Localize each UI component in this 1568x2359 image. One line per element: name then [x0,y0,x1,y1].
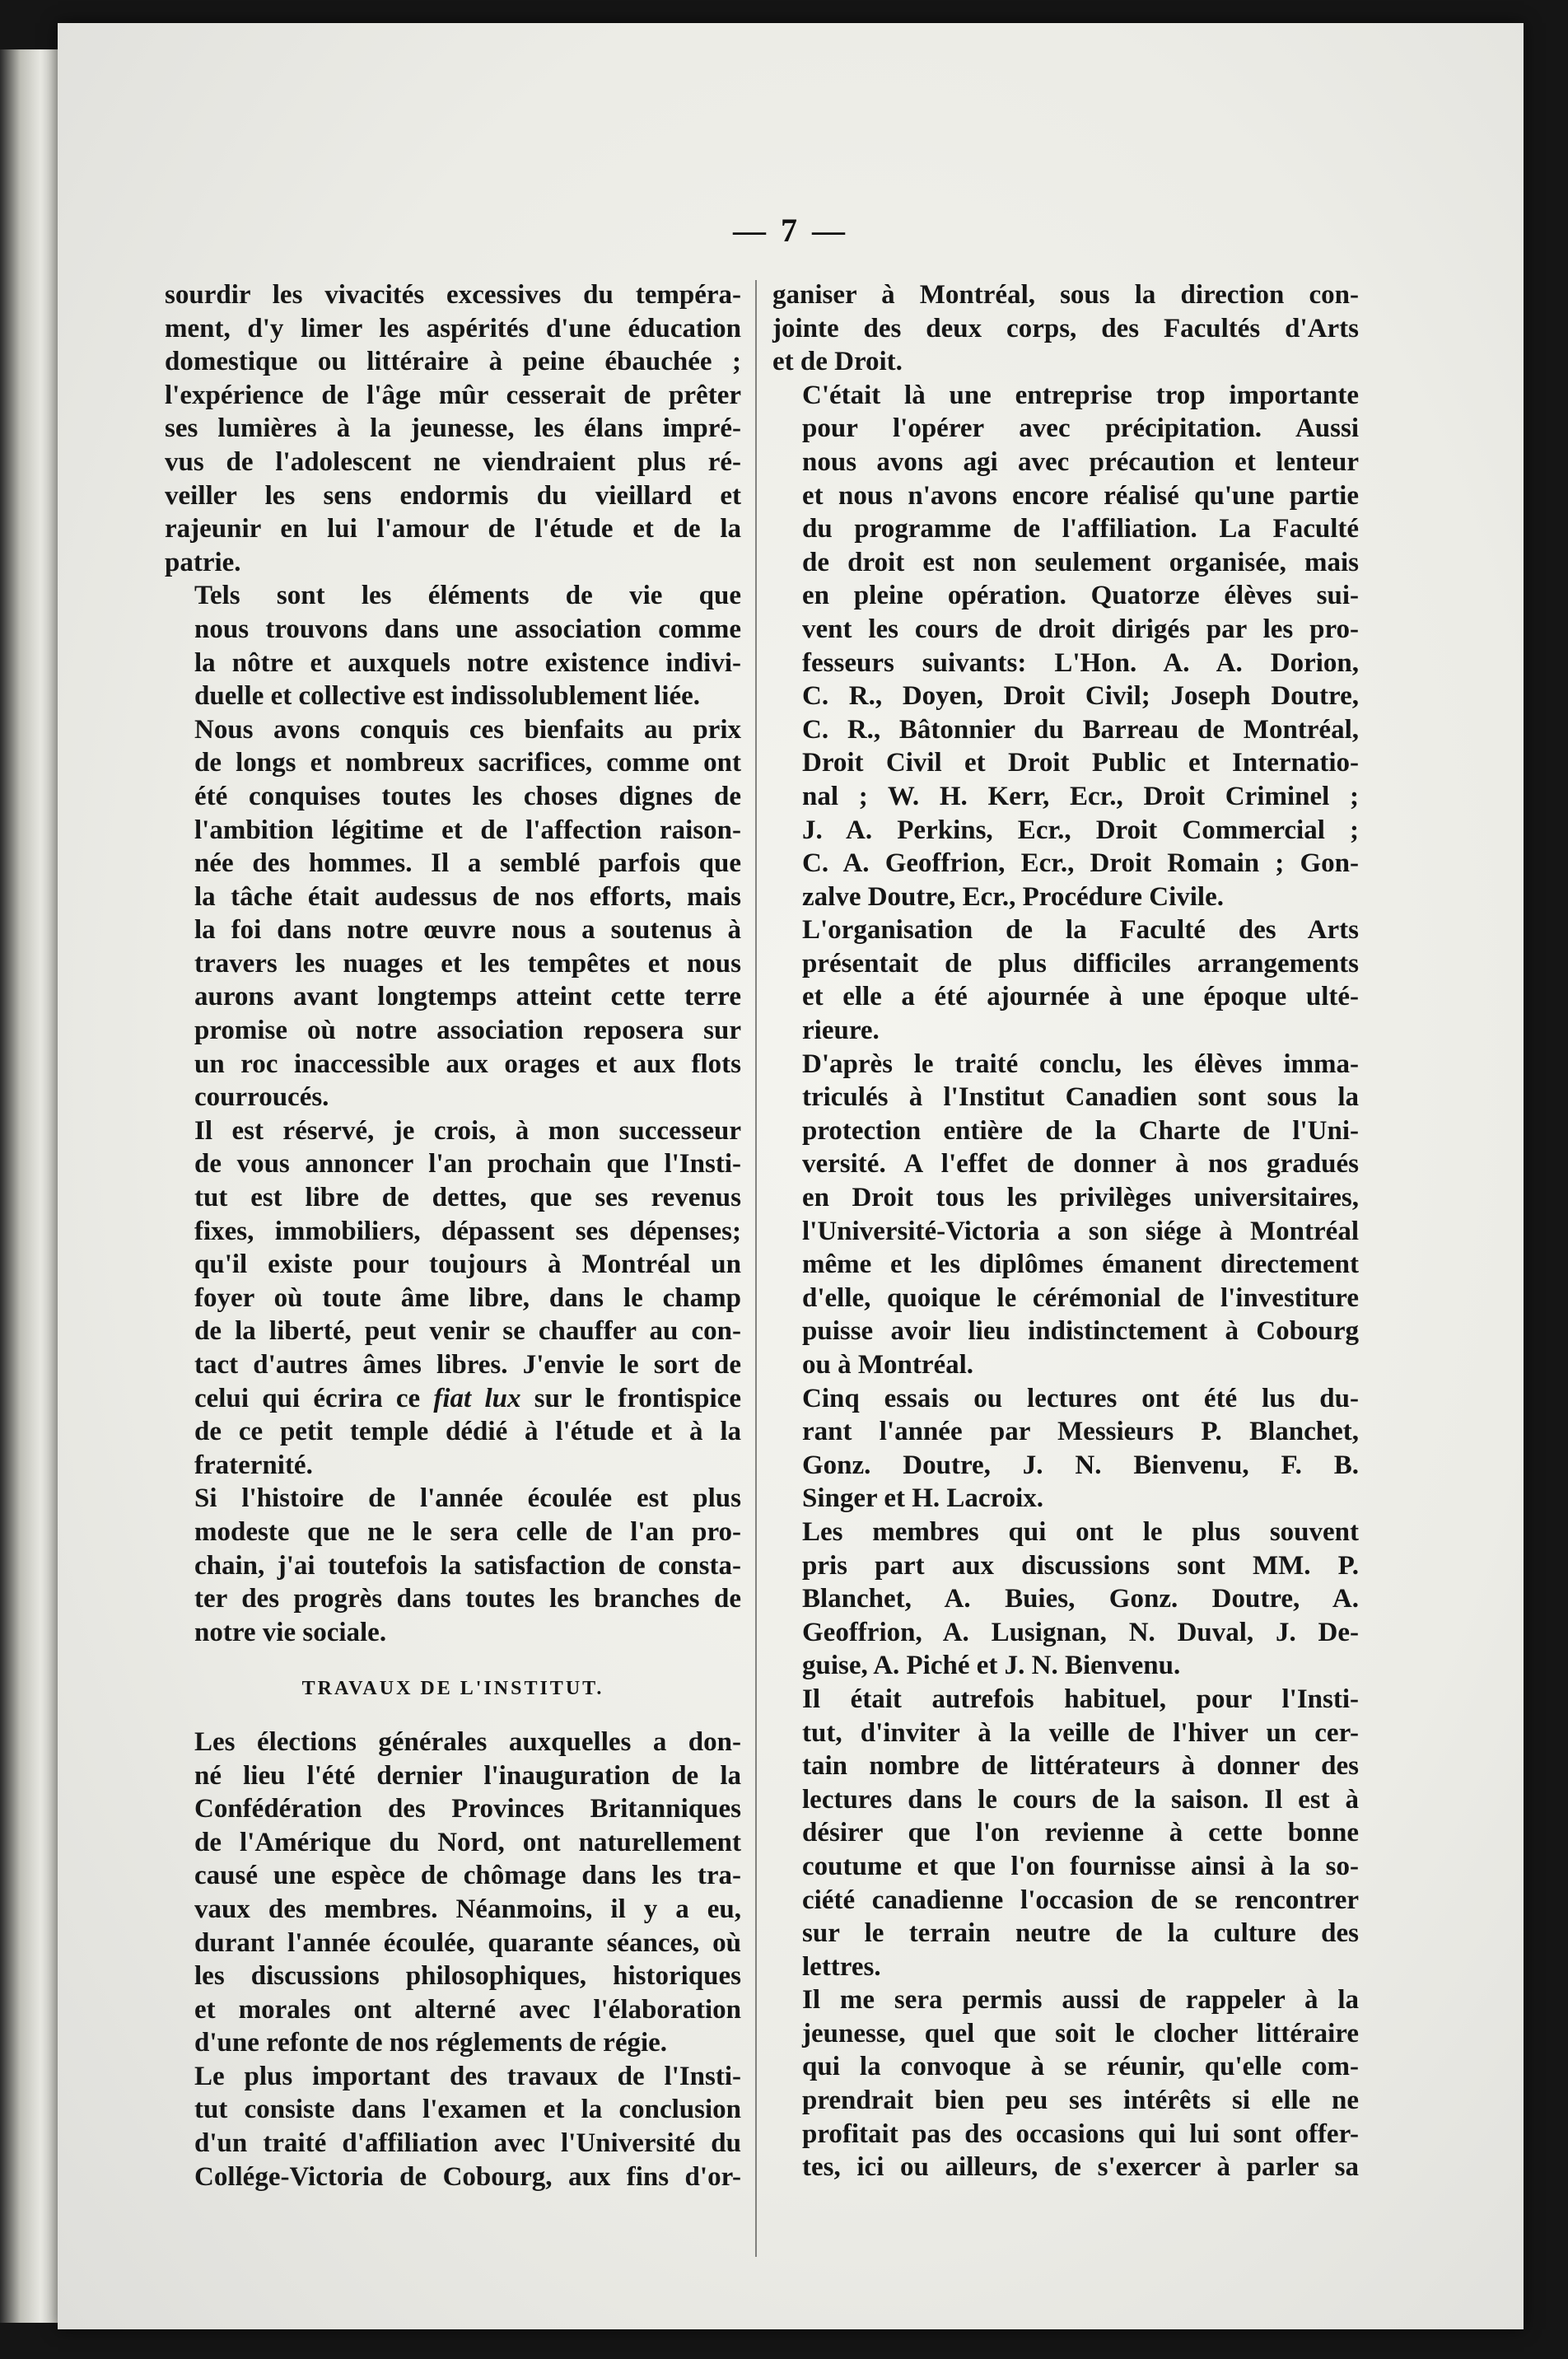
text-line: été conquises toutes les choses dignes de [194,781,741,811]
text-line: de la liberté, peut venir se chauffer au con- [194,1316,741,1347]
paragraph [772,379,1359,914]
text-line: modeste que ne le sera celle de l'an pro- [194,1516,741,1547]
text-line: ciété canadienne l'occasion de se rencontrer [802,1885,1359,1915]
right-column [772,278,1359,2184]
paragraph [165,1114,741,1483]
text-line: Confédération des Provinces Britanniques [194,1794,741,1824]
text-line: qu'il existe pour toujours à Montréal un [194,1250,741,1280]
text-line: triculés à l'Institut Canadien sont sous la [802,1082,1359,1113]
text-line: Collége-Victoria de Cobourg, aux fins d'or- [194,2161,741,2192]
text-line: C. R., Bâtonnier du Barreau de Montréal, [802,714,1359,745]
text-line: versité. A l'effet de donner à nos gradués [802,1149,1359,1180]
text-line: vaux des membres. Néanmoins, il y a eu, [194,1894,741,1924]
text-line: pour l'opérer avec précipitation. Aussi [802,413,1359,444]
paragraph [772,913,1359,1047]
italic-phrase: fiat lux [433,1383,521,1413]
adjacent-page-edge [0,49,58,2323]
text-line: et morales ont alterné avec l'élaboration [194,1994,741,2025]
text-line: C'était là une entreprise trop importante [802,380,1359,410]
text-line: guise, A. Piché et J. N. Bienvenu. [802,1651,1181,1681]
text-line: d'elle, quoique le cérémonial de l'investiture [802,1282,1359,1313]
text-line: désirer que l'on revienne à cette bonne [802,1818,1359,1848]
paragraph [165,1482,741,1649]
text-line: nal ; W. H. Kerr, Ecr., Droit Criminel ; [802,781,1359,811]
text-line: et nous n'avons encore réalisé qu'une partie [802,480,1359,511]
text-line: Le plus important des travaux de l'Insti- [194,2061,741,2091]
text-line: la tâche était audessus de nos efforts, mais [194,881,741,912]
text-line: lettres. [802,1951,881,1982]
text-line: qui la convoque à se réunir, qu'elle com- [802,2052,1359,2082]
paragraph [772,1983,1359,2184]
text-line: même et les diplômes émanent directement [802,1250,1359,1280]
text-line: J. A. Perkins, Ecr., Droit Commercial ; [802,815,1359,845]
text-line: Il est réservé, je crois, à mon successeur [194,1115,741,1146]
text-line: foyer où toute âme libre, dans le champ [194,1282,741,1313]
text-line: un roc inaccessible aux orages et aux flots [194,1049,741,1079]
text-line: sourdir les vivacités excessives du tempéra- [165,280,741,310]
text-line: pris part aux discussions sont MM. P. [802,1550,1359,1581]
text-line: C. R., Doyen, Droit Civil; Joseph Doutre, [802,681,1359,712]
section-heading: TRAVAUX DE L'INSTITUT. [301,1678,604,1700]
book-page [58,23,1524,2329]
text-line: coutume et que l'on fournisse ainsi à la so- [802,1851,1359,1881]
paragraph [772,278,1359,379]
text-line: patrie. [165,547,241,577]
text-line: vus de l'adolescent ne viendraient plus ré- [165,446,741,477]
text-line: courroucés. [194,1082,329,1113]
text-line: celui qui écrira ce fiat lux sur le frontispice [194,1383,741,1413]
text-line: ou à Montréal. [802,1350,974,1380]
text-line: sur le terrain neutre de la culture des [802,1918,1359,1949]
paragraph [165,2060,741,2193]
text-line: d'une refonte de nos réglements de régie. [194,2028,668,2058]
text-line: chain, j'ai toutefois la satisfaction de consta- [194,1550,741,1581]
text-line: l'Université-Victoria a son siége à Montréal [802,1216,1359,1246]
text-line: veiller les sens endormis du vieillard et [165,480,741,511]
text-line: aurons avant longtemps atteint cette terre [194,982,741,1012]
text-line: rajeunir en lui l'amour de l'étude et de la [165,514,741,544]
text-line: fixes, immobiliers, dépassent ses dépenses; [194,1216,741,1246]
text-line: fesseurs suivants: L'Hon. A. A. Dorion, [802,647,1359,678]
text-line: Nous avons conquis ces bienfaits au prix [194,714,741,745]
text-line: zalve Doutre, Ecr., Procédure Civile. [802,881,1224,912]
text-line: né lieu l'été dernier l'inauguration de la [194,1760,741,1791]
text-line: vent les cours de droit dirigés par les pro- [802,614,1359,644]
text-line: tut est libre de dettes, que ses revenus [194,1183,741,1213]
paragraph [165,579,741,712]
text-line: d'un traité d'affiliation avec l'Université du [194,2128,741,2159]
text-line: Cinq essais ou lectures ont été lus du- [802,1383,1359,1413]
text-line: ganiser à Montréal, sous la direction con- [772,280,1359,310]
text-line: présentait de plus difficiles arrangements [802,948,1359,979]
text-line: D'après le traité conclu, les élèves imma- [802,1049,1359,1079]
text-line: ses lumières à la jeunesse, les élans impré- [165,413,741,444]
text-line: en pleine opération. Quatorze élèves sui- [802,581,1359,611]
text-line: L'organisation de la Faculté des Arts [802,915,1359,946]
text-line: duelle et collective est indissolublement liée. [194,681,701,712]
text-line: profitait pas des occasions qui lui sont offer- [802,2118,1359,2149]
column-rule [755,280,757,2257]
text-line: tain nombre de littérateurs à donner des [802,1751,1359,1782]
text-line: travers les nuages et les tempêtes et nous [194,948,741,979]
text-line: et de Droit. [772,347,903,377]
text-line: fraternité. [194,1450,313,1480]
page-number: — 7 — [733,212,848,249]
text-line: de vous annoncer l'an prochain que l'Insti- [194,1149,741,1180]
paragraph [165,278,741,579]
paragraph [165,713,741,1114]
text-line: lectures dans le cours de la saison. Il est à [802,1784,1359,1815]
text-line: en Droit tous les privilèges universitaires, [802,1183,1359,1213]
text-line: nous trouvons dans une association comme [194,614,741,644]
text-line: jointe des deux corps, des Facultés d'Arts [772,313,1359,343]
text-line: promise où notre association reposera sur [194,1016,741,1046]
text-line: de l'Amérique du Nord, ont naturellement [194,1827,741,1857]
text-line: rant l'année par Messieurs P. Blanchet, [802,1417,1359,1447]
text-line: Il était autrefois habituel, pour l'Insti- [802,1684,1359,1714]
text-line: née des hommes. Il a semblé parfois que [194,848,741,879]
text-line: puisse avoir lieu indistinctement à Cobourg [802,1316,1359,1347]
text-line: prendrait bien peu ses intérêts si elle ne [802,2086,1359,2116]
text-line: causé une espèce de chômage dans les tra- [194,1861,741,1891]
text-line: ter des progrès dans toutes les branches de [194,1584,741,1614]
paragraph [772,1516,1359,1683]
paragraph [165,1726,741,2060]
text-line: Les membres qui ont le plus souvent [802,1516,1359,1547]
text-line: Singer et H. Lacroix. [802,1483,1044,1514]
text-line: C. A. Geoffrion, Ecr., Droit Romain ; Gon- [802,848,1359,879]
text-line: de ce petit temple dédié à l'étude et à la [194,1417,741,1447]
text-line: Gonz. Doutre, J. N. Bienvenu, F. B. [802,1450,1359,1480]
text-line: protection entière de la Charte de l'Uni- [802,1115,1359,1146]
text-line: Les élections générales auxquelles a don- [194,1726,741,1757]
text-line: ment, d'y limer les aspérités d'une éducation [165,313,741,343]
text-line: et elle a été ajournée à une époque ulté- [802,982,1359,1012]
text-line: Il me sera permis aussi de rappeler à la [802,1985,1359,2016]
paragraph [772,1382,1359,1516]
text-line: de longs et nombreux sacrifices, comme ont [194,748,741,778]
text-line: tact d'autres âmes libres. J'envie le sort de [194,1350,741,1380]
text-line: Blanchet, A. Buies, Gonz. Doutre, A. [802,1584,1359,1614]
text-line: notre vie sociale. [194,1617,387,1647]
text-line: tes, ici ou ailleurs, de s'exercer à parler sa [802,2152,1359,2183]
text-line: domestique ou littéraire à peine ébauchée ; [165,347,741,377]
text-line: Droit Civil et Droit Public et Internatio- [802,748,1359,778]
text-line: tut, d'inviter à la veille de l'hiver un cer- [802,1717,1359,1748]
text-line: Si l'histoire de l'année écoulée est plus [194,1483,741,1514]
text-line: jeunesse, quel que soit le clocher littéraire [802,2018,1359,2048]
left-column [165,278,741,2193]
text-line: Tels sont les éléments de vie que [194,581,741,611]
text-line: Geoffrion, A. Lusignan, N. Duval, J. De- [802,1617,1359,1647]
text-line: l'expérience de l'âge mûr cesserait de prêter [165,380,741,410]
paragraph [772,1048,1359,1382]
paragraph [772,1683,1359,1983]
text-line: la foi dans notre œuvre nous a soutenus à [194,915,741,946]
text-line: durant l'année écoulée, quarante séances, où [194,1927,741,1958]
text-line: tut consiste dans l'examen et la conclusion [194,2095,741,2125]
text-line: de droit est non seulement organisée, mais [802,547,1359,577]
text-line: rieure. [802,1016,880,1046]
text-line: les discussions philosophiques, historiques [194,1961,741,1992]
text-line: la nôtre et auxquels notre existence indivi- [194,647,741,678]
text-line: l'ambition légitime et de l'affection raison- [194,815,741,845]
text-line: nous avons agi avec précaution et lenteur [802,446,1359,477]
text-line: du programme de l'affiliation. La Faculté [802,514,1359,544]
